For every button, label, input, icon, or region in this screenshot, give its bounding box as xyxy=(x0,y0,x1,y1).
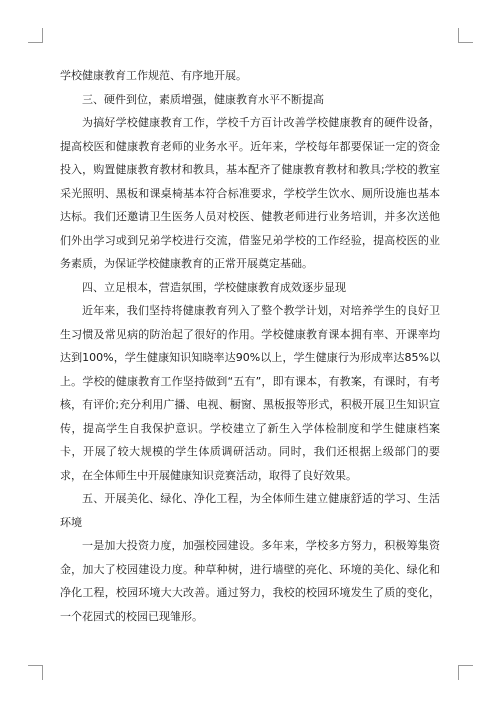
paragraph: 近年来，我们坚持将健康教育列入了整个教学计划，对培养学生的良好卫生习惯及常见病的防治起了很好的作用。学校健康教育课本拥有率、开课率均达到100%，学生健康知识知晓率达90%以上，学生健康行为形成率达85%以上。学校的健康教育工作坚持做到“五有”，即有课本，有教案，有课时，有考核，有评价;充分利用广播、电视、橱窗、黑板报等形式，积极开展卫生知识宣传，提高学生自我保护意识。学校建立了新生入学体检制度和学生健康档案卡，开展了较大规模的学生体质调研活动。同时，我们还根据上级部门的要求，在全体师生中开展健康知识竞赛活动，取得了良好效果。 xyxy=(60,304,440,482)
section-heading-5: 五、开展美化、绿化、净化工程，为全体师生建立健康舒适的学习、生活环境 xyxy=(60,492,440,529)
paragraph: 一是加大投资力度，加强校园建设。多年来，学校多方努力，积极筹集资金，加大了校园建设力度。种草种树，进行墙壁的亮化、环境的美化、绿化和净化工程，校园环境大大改善。通过努力，我校的校园环境发生了质的变化，一个花园式的校园已现雏形。 xyxy=(60,539,440,623)
section-heading-3: 三、硬件到位，素质增强，健康教育水平不断提高 xyxy=(82,92,324,106)
document-body xyxy=(60,64,440,628)
paragraph: 为搞好学校健康教育工作，学校千方百计改善学校健康教育的硬件设备，提高校医和健康教育老师的业务水平。近年来，学校每年都要保证一定的资金投入，购置健康教育教材和教具，基本配齐了健康教育教材和教具;学校的教室采光照明、黑板和课桌椅基本符合标准要求，学校学生饮水、厕所设施也基本达标。我们还邀请卫生医务人员对校医、健教老师进行业务培训，并多次送他们外出学习或到兄弟学校进行交流，借鉴兄弟学校的工作经验，提高校医的业务素质，为保证学校健康教育的正常开展奠定基础。 xyxy=(60,116,440,270)
crop-mark-top-left xyxy=(28,28,43,43)
crop-mark-top-right xyxy=(458,28,473,43)
crop-mark-bottom-right xyxy=(458,665,473,680)
paragraph: 学校健康教育工作规范、有序地开展。 xyxy=(60,69,247,82)
crop-mark-bottom-left xyxy=(28,665,43,680)
section-heading-4: 四、立足根本，营造氛围，学校健康教育成效逐步显现 xyxy=(82,280,346,294)
